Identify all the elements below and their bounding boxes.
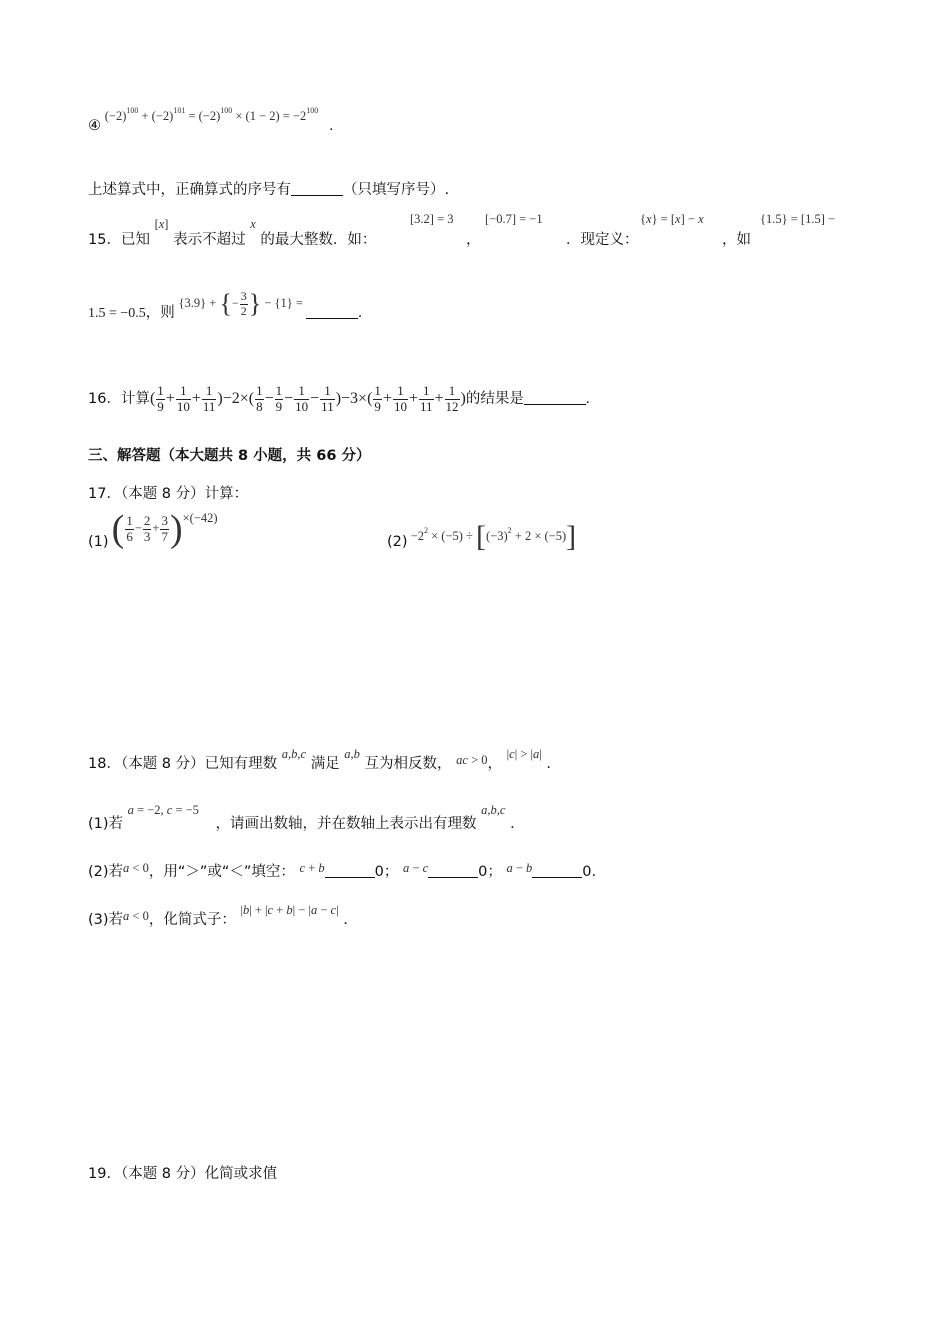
q18-title-b: 满足	[310, 756, 340, 772]
q16-end: .	[585, 391, 590, 408]
q17-part1-expression: ( $\frac{1}{6}$ − $\frac{2}{3}$ + $\frac{3}{7}$ )×(−42)	[111, 508, 218, 550]
q18-p3-cond: a < 0	[123, 909, 149, 923]
q16-line	[88, 384, 590, 415]
expr-c-plus-b: c + b	[299, 861, 325, 875]
q19-title: 19．（本题 8 分）化简或求值	[88, 1166, 278, 1182]
section-heading: 三、解答题（本大题共 8 小题，共 66 分）	[88, 448, 371, 464]
blank-1[interactable]	[325, 863, 375, 878]
q15-text-4: ，如	[722, 232, 751, 248]
q18-p2-label: (2)若	[88, 864, 124, 880]
q18-p3-text: ，化简式子：	[148, 912, 236, 928]
definition: {x} = [x] − x	[640, 212, 704, 226]
cond-ac: ac > 0	[456, 753, 488, 767]
floor-example-2: [−0.7] = −1	[485, 212, 543, 226]
q18-part1	[88, 803, 515, 833]
q18-p1-vars: a,b,c	[481, 803, 506, 817]
var-x: x	[250, 217, 256, 231]
q16-answer-blank[interactable]	[524, 390, 586, 405]
q16-expression: ( $\frac{1}{9}$ + $\frac{1}{10}$ + $\frac{1}{11}$ )−2×( $\frac{1}{8}$ − $\frac{1}{9}$ − $\frac{1}{10}$ − $\frac{1}{11}$ )−3×( $\frac{1}{9}$ + $\frac{1}{10}$ + $\frac{1}{11}$ + $\frac{1}{12}$ )	[149, 383, 466, 414]
q17-part1-label: (1)	[88, 533, 109, 550]
vars-ab: a,b	[344, 747, 360, 761]
vars-abc: a,b,c	[281, 747, 307, 761]
q18-title-c: 互为相反数，	[364, 756, 452, 772]
q15-end: .	[358, 305, 362, 322]
answer-blank[interactable]	[291, 181, 343, 196]
q15-line2	[88, 289, 362, 329]
q18-p1-text: ，请画出数轴，并在数轴上表示出有理数	[215, 816, 477, 832]
q17-part2	[387, 522, 576, 552]
q18-p3-end: .	[343, 912, 348, 928]
q15-result-example: 1.5 = −0.5	[88, 306, 146, 322]
zero-2: 0；	[478, 864, 502, 880]
q15-sep: ，	[466, 232, 481, 248]
q15-answer-blank[interactable]	[306, 304, 358, 319]
definition-example: {1.5} = [1.5] −	[760, 212, 836, 226]
q18-p3-expression: |b| + |c + b| − |a − c|	[240, 903, 339, 917]
q18-p3-label: (3)若	[88, 912, 124, 928]
q17-part1	[88, 510, 218, 548]
q18-end: .	[546, 756, 551, 772]
q15-text-3: ．现定义：	[566, 232, 639, 248]
q17-part2-expression: $-2^2 \times (-5) \div [(-3)^2 + 2 \times (-5)]$	[407, 520, 577, 553]
item-marker: ④	[88, 118, 101, 134]
expr-a-minus-b: a − b	[506, 861, 533, 875]
q15-line1	[88, 217, 377, 249]
q17-title: 17．（本题 8 分）计算：	[88, 486, 249, 502]
q18-part3	[88, 903, 348, 929]
q15-number: 15．已知	[88, 232, 150, 248]
floor-example-1: [3.2] = 3	[410, 212, 454, 226]
item-4-formula: (−2)100 + (−2)101 = (−2)100 × (1 − 2) = −2100	[104, 106, 319, 123]
q18-p1-label: (1)若	[88, 816, 124, 832]
expr-a-minus-c: a − c	[403, 861, 429, 875]
q15-then: ，则	[145, 305, 175, 322]
note-text: 上述算式中，正确算式的序号有	[88, 182, 291, 198]
floor-x: [x]	[154, 217, 169, 231]
zero-1: 0；	[374, 864, 399, 880]
q15-expression: {3.9} + {− 3 2 } − {1} =	[178, 289, 307, 319]
item-4-note	[88, 178, 449, 199]
note-end: （只填写序号）.	[343, 182, 450, 198]
zero-3: 0.	[582, 864, 597, 880]
q18-p2-text: ，用“＞”或“＜”填空：	[148, 864, 295, 880]
q16-result-text: 的结果是	[465, 391, 524, 408]
q18-title-line	[88, 747, 551, 773]
q18-p2-cond: a < 0	[123, 861, 149, 875]
q18-title-a: 18．（本题 8 分）已知有理数	[88, 756, 278, 772]
q18-comma: ，	[487, 756, 503, 772]
cond-abs: |c| > |a|	[506, 747, 542, 761]
blank-3[interactable]	[532, 863, 582, 878]
q16-number: 16．计算	[88, 391, 150, 408]
q17-part2-label: (2)	[387, 533, 408, 550]
blank-2[interactable]	[428, 863, 478, 878]
q18-part2	[88, 860, 596, 881]
q15-text-1: 表示不超过	[173, 232, 246, 248]
q18-p1-end: .	[510, 816, 515, 832]
item-4-end: .	[329, 118, 334, 134]
q15-text-2: 的最大整数．如：	[260, 232, 377, 248]
q18-p1-given: a = −2, c = −5	[127, 803, 199, 817]
